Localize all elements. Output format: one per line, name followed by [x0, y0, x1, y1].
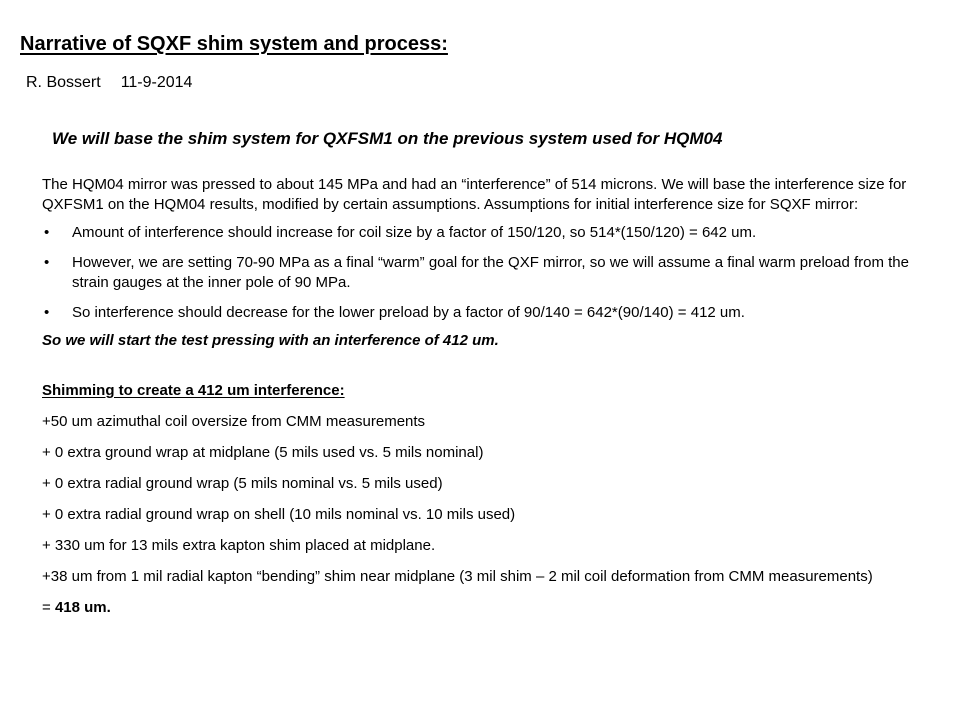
shim-line: + 0 extra ground wrap at midplane (5 mils used vs. 5 mils nominal)	[42, 444, 484, 461]
shim-line: +38 um from 1 mil radial kapton “bending” shim near midplane (3 mil shim – 2 mil coil deformation from CMM measurements)	[42, 568, 873, 585]
shimming-heading: Shimming to create a 412 um interference:	[42, 382, 345, 399]
shim-total	[42, 598, 922, 618]
byline	[26, 74, 192, 92]
list-item-text: So interference should decrease for the lower preload by a factor of 90/140 = 642*(90/140) = 412 um.	[72, 304, 745, 321]
list-item-text: Amount of interference should increase for coil size by a factor of 150/120, so 514*(150/120) = 642 um.	[72, 224, 757, 241]
shim-line: + 0 extra radial ground wrap (5 mils nominal vs. 5 mils used)	[42, 475, 443, 492]
shim-total-prefix: =	[42, 599, 55, 616]
bullet-icon: •	[44, 224, 50, 241]
shim-line: +50 um azimuthal coil oversize from CMM measurements	[42, 413, 426, 430]
list-item-text: However, we are setting 70-90 MPa as a final “warm” goal for the QXF mirror, so we will assume a final warm preload from the strain gauges at the inner pole of 90 MPa.	[72, 254, 909, 291]
bullet-icon: •	[44, 304, 50, 321]
body-text	[42, 175, 922, 618]
document-date: 11-9-2014	[120, 74, 193, 91]
shim-total-value: 418 um.	[54, 599, 111, 616]
list-item	[42, 253, 922, 293]
subtitle: We will base the shim system for QXFSM1 on the previous system used for HQM04	[52, 129, 723, 148]
list-item	[42, 303, 922, 323]
author-name: R. Bossert	[26, 74, 101, 91]
shim-line: + 0 extra radial ground wrap on shell (10 mils nominal vs. 10 mils used)	[42, 506, 516, 523]
shim-line: + 330 um for 13 mils extra kapton shim placed at midplane.	[42, 537, 436, 554]
conclusion: So we will start the test pressing with an interference of 412 um.	[42, 332, 499, 349]
list-item	[42, 223, 922, 243]
intro-paragraph: The HQM04 mirror was pressed to about 145 MPa and had an “interference” of 514 microns. We will base the interference size for QXFSM1 on the HQM04 results, modified by certain assumptions. Assumptions for initial interference size for SQXF mirror:	[42, 176, 907, 213]
page-title: Narrative of SQXF shim system and process:	[20, 33, 448, 55]
assumptions-list	[42, 223, 922, 323]
bullet-icon: •	[44, 254, 50, 271]
